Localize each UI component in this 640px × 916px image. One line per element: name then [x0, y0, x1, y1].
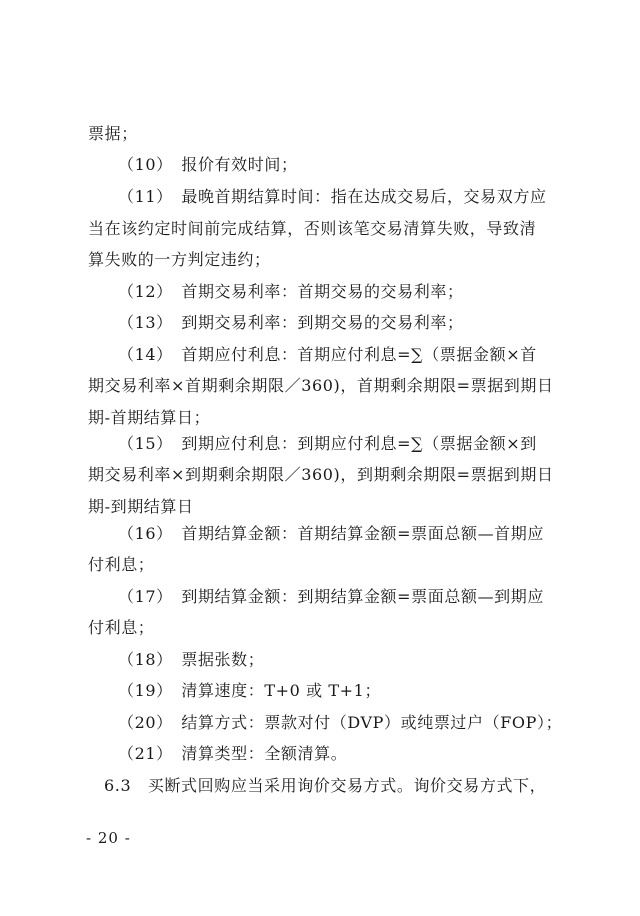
text-line: （15） 到期应付利息：到期应付利息=∑（票据金额×到 — [118, 434, 537, 453]
text-line: 票据； — [88, 124, 138, 143]
text-line: 6.3 买断式回购应当采用询价交易方式。询价交易方式下， — [104, 776, 547, 795]
text-line: 期交易利率×到期剩余期限／360)，到期剩余期限=票据到期日 — [88, 465, 554, 484]
text-line: 算失败的一方判定违约； — [88, 250, 271, 269]
text-line: 付利息； — [88, 555, 155, 574]
text-line: （21） 清算类型：全额清算。 — [118, 744, 348, 763]
text-line: 付利息； — [88, 618, 155, 637]
text-line: 期-首期结算日； — [88, 408, 211, 427]
text-line: （17） 到期结算金额：到期结算金额=票面总额—到期应 — [118, 587, 544, 606]
text-line: （11） 最晚首期结算时间：指在达成交易后，交易双方应 — [118, 187, 547, 206]
text-line: （14） 首期应付利息：首期应付利息=∑（票据金额×首 — [118, 345, 537, 364]
text-line: （18） 票据张数； — [118, 650, 265, 669]
text-line: 期-到期结算日 — [88, 497, 194, 516]
text-line: （20） 结算方式：票款对付（DVP）或纯票过户（FOP）； — [118, 713, 563, 732]
text-line: 期交易利率×首期剩余期限／360)，首期剩余期限=票据到期日 — [88, 376, 554, 395]
text-line: （12） 首期交易利率：首期交易的交易利率； — [118, 282, 464, 301]
page-number: - 20 - — [86, 829, 131, 847]
text-line: （10） 报价有效时间； — [118, 155, 298, 174]
text-line: （19） 清算速度：T+0 或 T+1； — [118, 681, 382, 700]
text-line: 当在该约定时间前完成结算，否则该笔交易清算失败，导致清 — [88, 219, 537, 238]
text-line: （13） 到期交易利率：到期交易的交易利率； — [118, 313, 464, 332]
text-line: （16） 首期结算金额：首期结算金额=票面总额—首期应 — [118, 524, 544, 543]
